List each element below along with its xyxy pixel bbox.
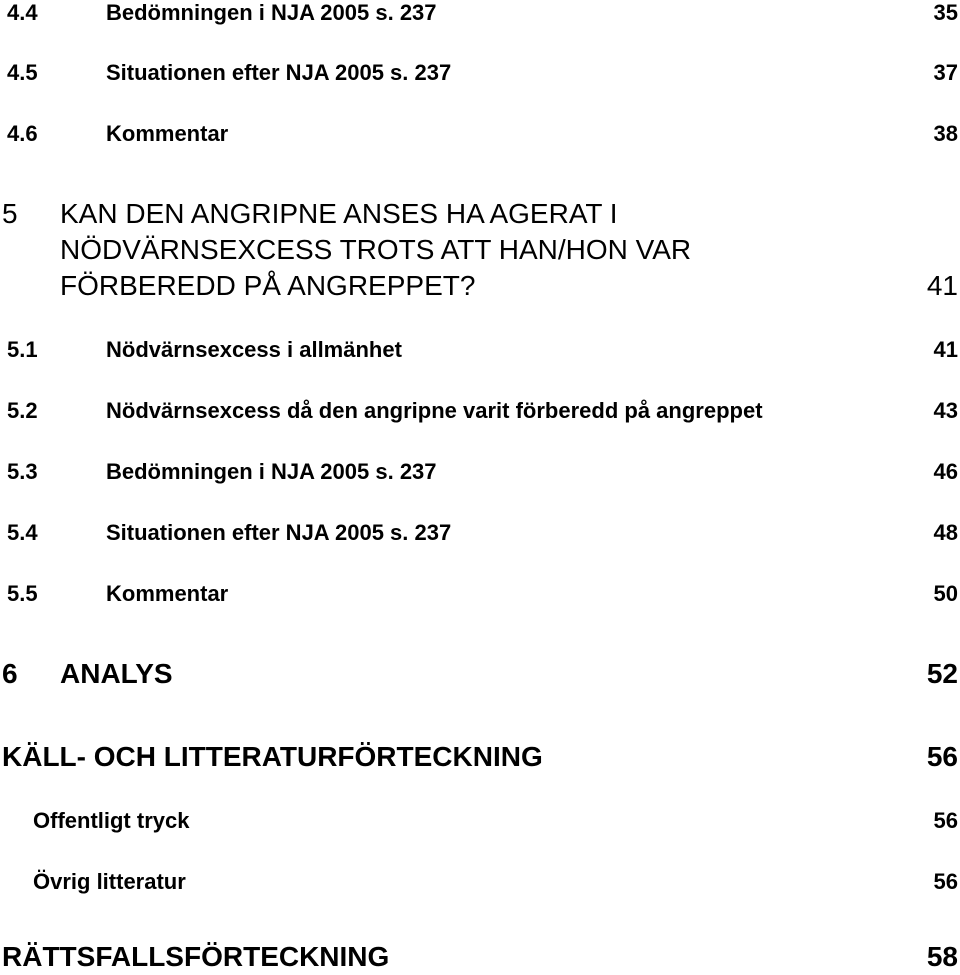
toc-page-number: 48	[933, 520, 958, 545]
toc-title: Kommentar	[106, 581, 229, 606]
toc-number: 5.5	[7, 581, 38, 606]
toc-page-number: 43	[933, 398, 958, 423]
toc-page-number: 41	[933, 337, 958, 362]
toc-number: 4.5	[7, 60, 38, 85]
toc-number: 5	[2, 198, 18, 229]
toc-title: KÄLL- OCH LITTERATURFÖRTECKNING	[2, 741, 543, 772]
toc-page-number: 38	[933, 121, 958, 146]
toc-title-line-3: FÖRBEREDD PÅ ANGREPPET?	[60, 270, 476, 301]
toc-number: 4.6	[7, 121, 38, 146]
toc-title: Bedömningen i NJA 2005 s. 237	[106, 459, 437, 484]
toc-title: Övrig litteratur	[33, 869, 186, 894]
toc-title-line-2: NÖDVÄRNSEXCESS TROTS ATT HAN/HON VAR	[60, 234, 692, 265]
toc-number: 5.2	[7, 398, 38, 423]
toc-page-number: 58	[926, 941, 958, 972]
toc-title: Nödvärnsexcess i allmänhet	[106, 337, 402, 362]
toc-title-line-1: KAN DEN ANGRIPNE ANSES HA AGERAT I	[60, 198, 618, 229]
toc-title: Situationen efter NJA 2005 s. 237	[106, 520, 452, 545]
toc-title: Situationen efter NJA 2005 s. 237	[106, 60, 452, 85]
toc-number: 5.1	[7, 337, 38, 362]
toc-title: Kommentar	[106, 121, 229, 146]
toc-title: Nödvärnsexcess då den angripne varit förberedd på angreppet	[106, 398, 763, 423]
toc-page-number: 50	[933, 581, 958, 606]
toc-number: 5.4	[7, 520, 38, 545]
toc-title: Offentligt tryck	[33, 808, 190, 833]
toc-title: Bedömningen i NJA 2005 s. 237	[106, 0, 437, 25]
toc-number: 6	[2, 658, 18, 689]
toc-title: RÄTTSFALLSFÖRTECKNING	[2, 941, 390, 972]
toc-title: ANALYS	[60, 658, 173, 689]
toc-number: 4.4	[7, 0, 38, 25]
toc-page-number: 46	[933, 459, 958, 484]
toc-page-number: 41	[926, 270, 958, 301]
toc-page-number: 56	[933, 869, 958, 894]
toc-page-number: 52	[926, 658, 958, 689]
toc-page-number: 35	[933, 0, 958, 25]
toc-number: 5.3	[7, 459, 38, 484]
toc-page-number: 56	[933, 808, 958, 833]
toc-page-number: 37	[933, 60, 958, 85]
toc-page-number: 56	[926, 741, 958, 772]
